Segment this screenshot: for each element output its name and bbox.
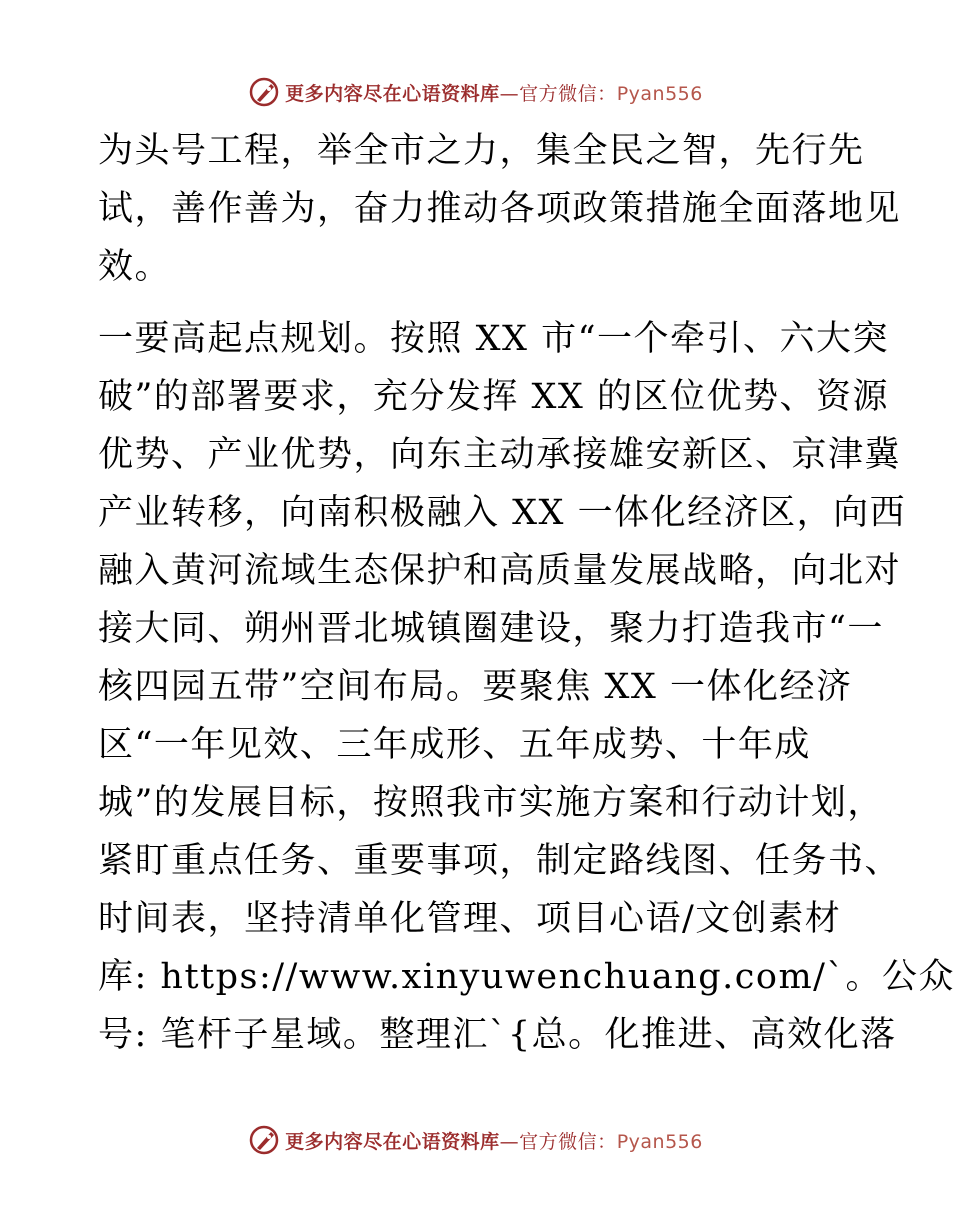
text-line: 核四园五带”空间布局。要聚焦 XX 一体化经济 xyxy=(98,667,853,707)
watermark-suffix: 官方微信： xyxy=(519,82,617,105)
header-watermark xyxy=(0,72,950,112)
text-line: 产业转移，向南积极融入 XX 一体化经济区，向西 xyxy=(98,493,907,533)
watermark-dash: — xyxy=(499,82,520,105)
text-line: 区“一年见效、三年成形、五年成势、十年成 xyxy=(98,725,811,765)
text-line: 库: https://www.xinyuwenchuang.com/`。公众 xyxy=(98,957,955,997)
watermark-text xyxy=(285,1127,703,1154)
watermark-id: Pyan556 xyxy=(616,1130,703,1153)
text-line: 一要高起点规划。按照 XX 市“一个牵引、六大突 xyxy=(98,319,889,359)
text-line: 优势、产业优势，向东主动承接雄安新区、京津冀 xyxy=(98,435,902,475)
watermark-dash: — xyxy=(499,1130,520,1153)
pen-nib-logo-icon xyxy=(247,1123,281,1157)
paragraph xyxy=(98,310,955,1064)
text-line: 时间表，坚持清单化管理、项目心语/文创素材 xyxy=(98,899,842,939)
text-line: 城”的发展目标，按照我市实施方案和行动计划， xyxy=(98,783,884,823)
watermark-suffix: 官方微信： xyxy=(519,1130,617,1153)
footer-watermark xyxy=(0,1120,950,1160)
paragraph xyxy=(98,122,902,296)
watermark-id: Pyan556 xyxy=(616,82,703,105)
paragraph-gap xyxy=(98,296,858,310)
text-line: 紧盯重点任务、重要事项，制定路线图、任务书、 xyxy=(98,841,902,881)
watermark-brand: 更多内容尽在心语资料库 xyxy=(285,82,500,105)
text-line: 接大同、朔州晋北城镇圈建设，聚力打造我市“一 xyxy=(98,609,884,649)
watermark-text xyxy=(285,79,703,106)
document-body xyxy=(98,122,955,1064)
text-line: 效。 xyxy=(98,247,172,287)
watermark-brand: 更多内容尽在心语资料库 xyxy=(285,1130,500,1153)
text-line: 试，善作善为，奋力推动各项政策措施全面落地见 xyxy=(98,189,902,229)
text-line: 号: 笔杆子星域。整理汇`{总。化推进、高效化落 xyxy=(98,1015,897,1055)
text-line: 为头号工程，举全市之力，集全民之智，先行先 xyxy=(98,131,865,171)
text-line: 融入黄河流域生态保护和高质量发展战略，向北对 xyxy=(98,551,902,591)
text-line: 破”的部署要求，充分发挥 XX 的区位优势、资源 xyxy=(98,377,889,417)
pen-nib-logo-icon xyxy=(247,75,281,109)
